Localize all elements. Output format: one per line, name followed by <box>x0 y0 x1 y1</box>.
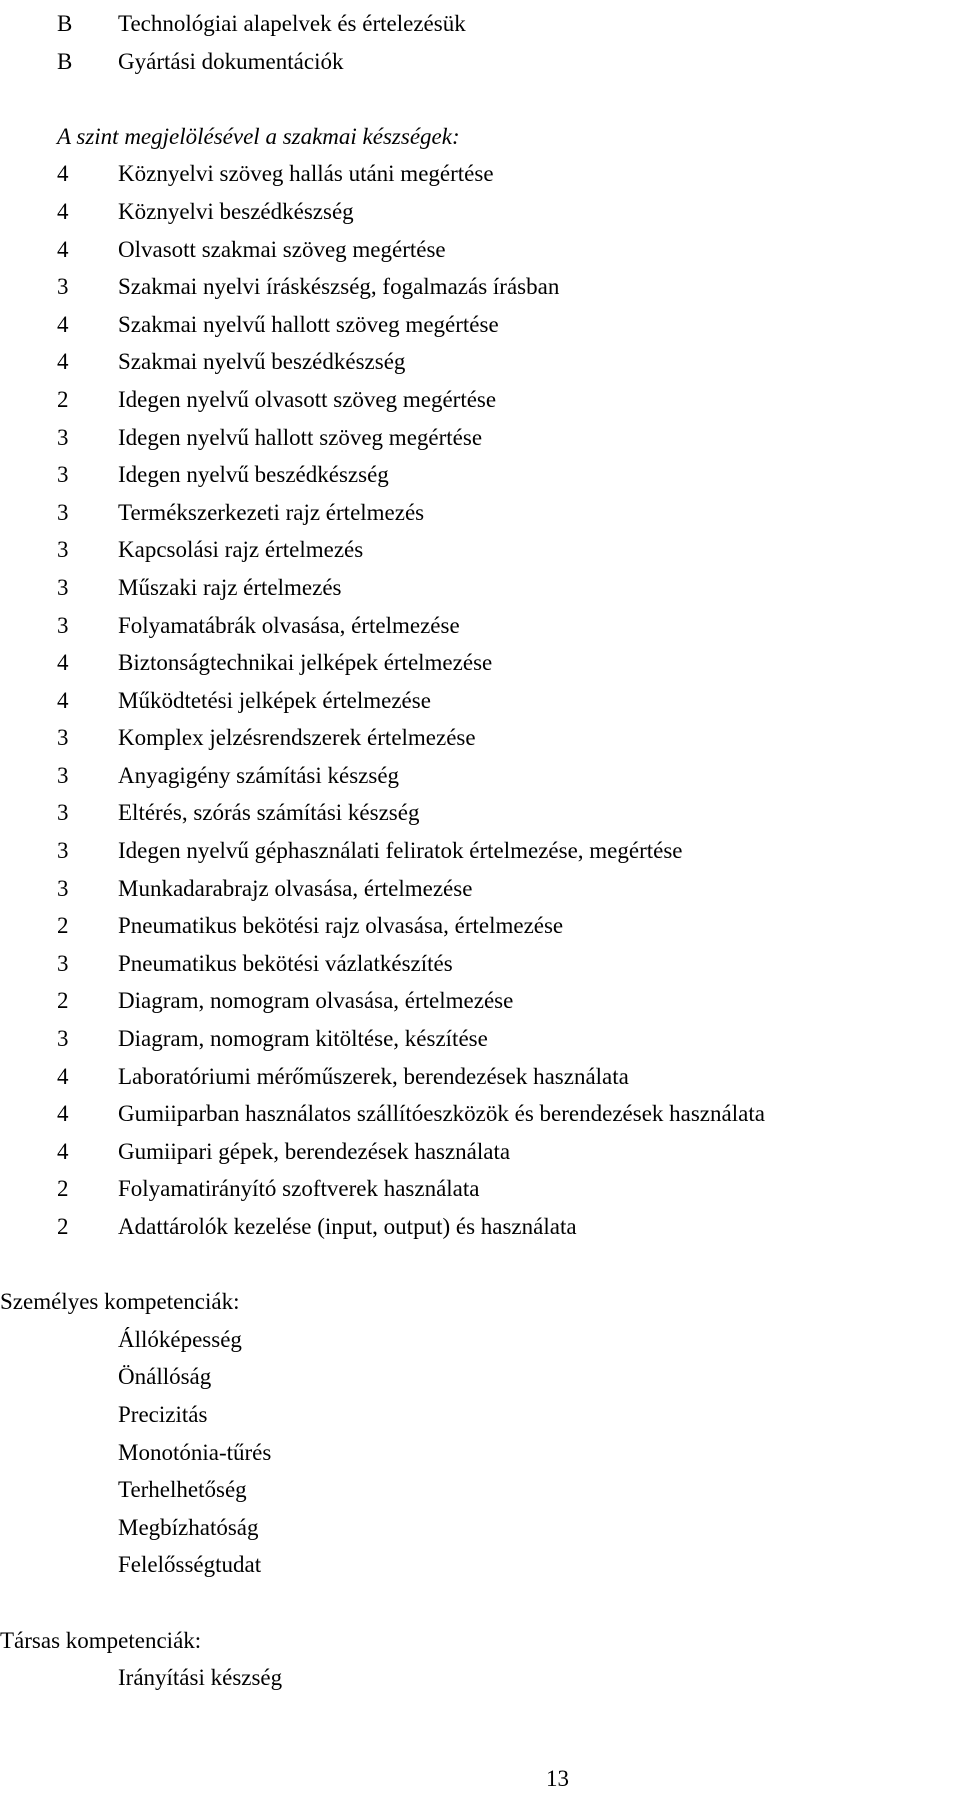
skill-text: Adattárolók kezelése (input, output) és használata <box>118 1214 577 1239</box>
list-item <box>0 531 960 569</box>
list-item <box>0 419 960 457</box>
list-item <box>0 982 960 1020</box>
skill-level: 3 <box>57 574 69 600</box>
skill-text: Idegen nyelvű hallott szöveg megértése <box>118 424 483 450</box>
skill-text: Gumiiparban használatos szállítóeszközök és berendezések használata <box>118 1101 765 1127</box>
list-item <box>0 644 960 682</box>
list-item <box>0 1358 960 1396</box>
skill-level: 3 <box>57 424 69 450</box>
skill-level: 2 <box>57 1214 69 1239</box>
list-item <box>0 155 960 193</box>
skill-level: 4 <box>57 236 69 262</box>
skill-level: 2 <box>57 913 69 939</box>
skill-text: Pneumatikus bekötési vázlatkészítés <box>118 950 453 976</box>
skill-text: Működtetési jelképek értelmezése <box>118 687 431 713</box>
skill-text: Pneumatikus bekötési rajz olvasása, értelmezése <box>118 913 564 939</box>
personal-competencies-list <box>0 1321 960 1584</box>
skill-level: 4 <box>57 1138 69 1164</box>
skill-level: 4 <box>57 198 69 224</box>
competency-text: Monotónia-tűrés <box>118 1439 272 1465</box>
page-number: 13 <box>546 1766 569 1791</box>
skill-text: Olvasott szakmai szöveg megértése <box>118 236 446 262</box>
skill-text: Folyamatábrák olvasása, értelmezése <box>118 612 460 638</box>
list-item <box>0 1434 960 1472</box>
skill-text: Munkadarabrajz olvasása, értelmezése <box>118 875 473 901</box>
list-item <box>0 193 960 231</box>
skill-level: 4 <box>57 650 69 676</box>
skill-text: Folyamatirányító szoftverek használata <box>118 1176 480 1202</box>
skill-level: 3 <box>57 838 69 864</box>
competency-text: Irányítási készség <box>118 1665 283 1691</box>
list-item <box>0 832 960 870</box>
list-item <box>0 569 960 607</box>
skill-level: 3 <box>57 499 69 525</box>
list-item <box>0 1321 960 1359</box>
skill-text: Szakmai nyelvű beszédkészség <box>118 349 406 375</box>
skill-level: 3 <box>57 612 69 638</box>
skill-level: 2 <box>57 988 69 1014</box>
list-item <box>0 1095 960 1133</box>
skill-level: 2 <box>57 1176 69 1202</box>
skill-level: 3 <box>57 950 69 976</box>
list-item <box>0 231 960 269</box>
top-items-list <box>0 5 960 80</box>
skill-text: Anyagigény számítási készség <box>118 762 400 788</box>
skill-text: Köznyelvi beszédkészség <box>118 198 354 224</box>
skill-level: 4 <box>57 161 69 187</box>
item-code: B <box>57 48 73 74</box>
list-item <box>0 1396 960 1434</box>
skill-level: 2 <box>57 386 69 412</box>
competency-text: Állóképesség <box>118 1326 242 1352</box>
skill-text: Köznyelvi szöveg hallás utáni megértése <box>118 161 494 187</box>
skill-level: 4 <box>57 1101 69 1127</box>
skill-text: Idegen nyelvű beszédkészség <box>118 462 389 488</box>
item-text: Gyártási dokumentációk <box>118 48 344 74</box>
list-item <box>0 757 960 795</box>
item-text: Technológiai alapelvek és értelezésük <box>118 11 466 36</box>
skill-level: 4 <box>57 311 69 337</box>
list-item <box>0 719 960 757</box>
list-item <box>0 381 960 419</box>
skill-text: Műszaki rajz értelmezés <box>118 574 342 600</box>
list-item <box>0 1546 960 1584</box>
list-item <box>0 794 960 832</box>
list-item <box>0 1170 960 1208</box>
skill-level: 3 <box>57 537 69 563</box>
item-code: B <box>57 11 73 36</box>
list-item <box>0 945 960 983</box>
skills-heading: A szint megjelölésével a szakmai készségek: <box>57 123 460 149</box>
personal-competencies-heading: Személyes kompetenciák: <box>0 1289 240 1315</box>
skill-text: Laboratóriumi mérőműszerek, berendezések használata <box>118 1063 629 1089</box>
skill-text: Szakmai nyelvű hallott szöveg megértése <box>118 311 499 337</box>
list-item <box>0 1133 960 1171</box>
competency-text: Precizitás <box>118 1401 208 1427</box>
social-competencies-list <box>0 1659 960 1697</box>
list-item <box>0 306 960 344</box>
competency-text: Önállóság <box>118 1364 212 1390</box>
skill-level: 3 <box>57 762 69 788</box>
skill-level: 3 <box>57 875 69 901</box>
skill-level: 3 <box>57 274 69 300</box>
skill-level: 3 <box>57 725 69 751</box>
skill-text: Biztonságtechnikai jelképek értelmezése <box>118 650 493 676</box>
skill-text: Idegen nyelvű géphasználati feliratok értelmezése, megértése <box>118 838 683 864</box>
skill-text: Kapcsolási rajz értelmezés <box>118 537 364 563</box>
list-item <box>0 456 960 494</box>
list-item <box>0 870 960 908</box>
skills-list <box>0 155 960 1245</box>
skill-text: Komplex jelzésrendszerek értelmezése <box>118 725 476 751</box>
list-item <box>0 1058 960 1096</box>
competency-text: Terhelhetőség <box>118 1477 247 1503</box>
skill-level: 3 <box>57 800 69 826</box>
list-item <box>0 268 960 306</box>
skill-text: Gumiipari gépek, berendezések használata <box>118 1138 511 1164</box>
skill-level: 3 <box>57 1026 69 1052</box>
list-item <box>0 1471 960 1509</box>
skill-text: Termékszerkezeti rajz értelmezés <box>118 499 425 525</box>
list-item <box>0 494 960 532</box>
skill-text: Eltérés, szórás számítási készség <box>118 800 420 826</box>
list-item <box>0 1020 960 1058</box>
competency-text: Felelősségtudat <box>118 1552 262 1578</box>
list-item <box>0 343 960 381</box>
skill-text: Szakmai nyelvi íráskészség, fogalmazás írásban <box>118 274 560 300</box>
list-item <box>0 43 960 81</box>
list-item <box>0 1659 960 1697</box>
list-item <box>0 1509 960 1547</box>
list-item <box>0 5 960 43</box>
list-item <box>0 1208 960 1246</box>
skill-text: Idegen nyelvű olvasott szöveg megértése <box>118 386 497 412</box>
competency-text: Megbízhatóság <box>118 1514 259 1540</box>
skill-text: Diagram, nomogram kitöltése, készítése <box>118 1026 488 1052</box>
skill-level: 4 <box>57 349 69 375</box>
skill-level: 4 <box>57 1063 69 1089</box>
list-item <box>0 607 960 645</box>
social-competencies-heading: Társas kompetenciák: <box>0 1627 202 1653</box>
skill-text: Diagram, nomogram olvasása, értelmezése <box>118 988 514 1014</box>
skill-level: 4 <box>57 687 69 713</box>
list-item <box>0 907 960 945</box>
list-item <box>0 682 960 720</box>
skill-level: 3 <box>57 462 69 488</box>
